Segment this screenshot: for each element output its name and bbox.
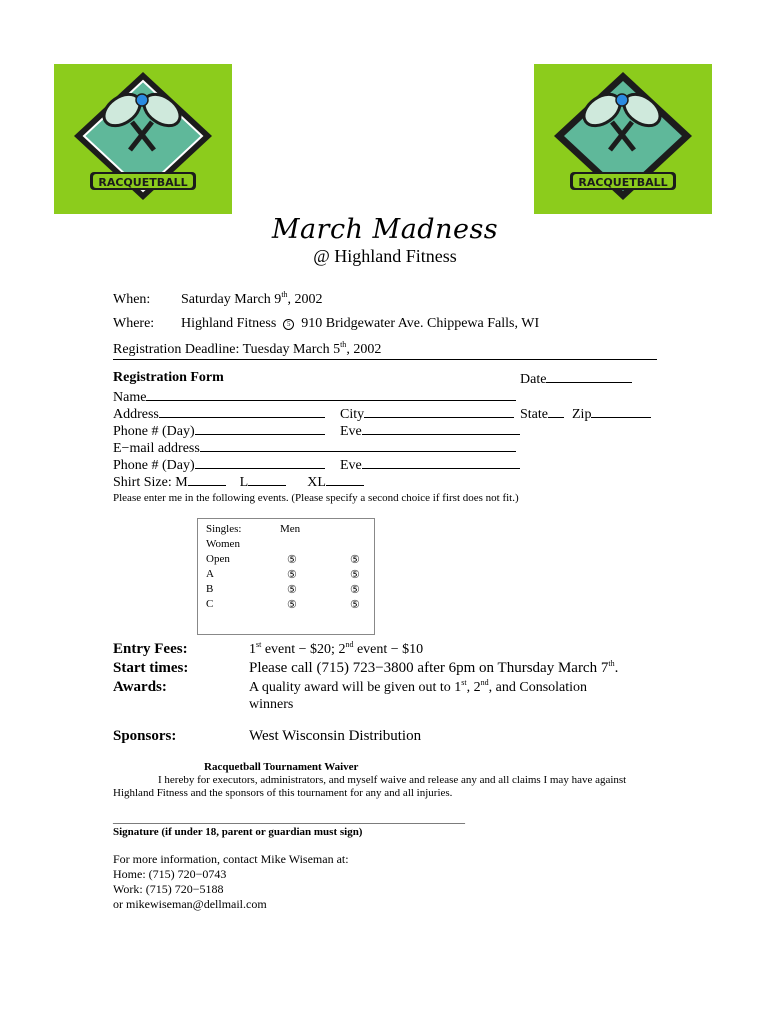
waiver-text-line2: Highland Fitness and the sponsors of this tournament for any and all injuries. xyxy=(113,787,453,799)
phone-day-field[interactable]: Phone # (Day) xyxy=(113,422,325,440)
waiver-text-line1: I hereby for executors, administrators, and myself waive and release any and all claims I may have against xyxy=(158,774,627,786)
event-row-label: B xyxy=(206,583,214,595)
email-field[interactable]: E−mail address xyxy=(113,439,516,457)
events-instruction: Please enter me in the following events. (Please specify a second choice if first does not fit.) xyxy=(113,492,519,504)
event-checkbox[interactable]: ⑤ xyxy=(287,584,297,596)
name-field[interactable]: Name xyxy=(113,388,516,406)
where-value: Highland Fitness 5 910 Bridgewater Ave. Chippewa Falls, WI xyxy=(181,316,540,331)
event-row-label: Open xyxy=(206,553,230,565)
entry-fees-value: 1st event − $20; 2nd event − $10 xyxy=(249,640,424,657)
sponsors-label: Sponsors: xyxy=(113,728,177,744)
start-times-label: Start times: xyxy=(113,660,189,676)
state-field[interactable]: State xyxy=(520,405,564,423)
event-checkbox[interactable]: ⑤ xyxy=(287,554,297,566)
shirt-size-field[interactable]: Shirt Size: M L XL xyxy=(113,473,364,491)
event-row-label: C xyxy=(206,598,214,610)
phone-day-field-2[interactable]: Phone # (Day) xyxy=(113,456,325,474)
awards-label: Awards: xyxy=(113,679,167,695)
page-title: March Madness xyxy=(271,214,499,245)
phone-eve-field-2[interactable]: Eve xyxy=(340,456,520,474)
where-label: Where: xyxy=(113,316,155,331)
contact-email: or mikewiseman@dellmail.com xyxy=(113,897,267,911)
event-checkbox[interactable]: ⑤ xyxy=(350,584,360,596)
contact-work-phone: Work: (715) 720−5188 xyxy=(113,882,224,896)
men-header: Men xyxy=(280,523,301,535)
contact-intro: For more information, contact Mike Wiseman at: xyxy=(113,852,349,866)
contact-block xyxy=(113,852,349,912)
registration-deadline: Registration Deadline: Tuesday March 5th, 2002 xyxy=(113,342,657,360)
bullet-icon: 5 xyxy=(283,319,294,330)
racquetball-logo-right xyxy=(534,64,712,214)
event-checkbox[interactable]: ⑤ xyxy=(287,569,297,581)
signature-label: Signature (if under 18, parent or guardian must sign) xyxy=(113,826,363,838)
when-value: Saturday March 9th, 2002 xyxy=(181,290,323,307)
racquetball-logo-left xyxy=(54,64,232,214)
address-field[interactable]: Address xyxy=(113,405,325,423)
events-table xyxy=(197,518,375,635)
city-field[interactable]: City xyxy=(340,405,514,423)
signature-line[interactable]: ________________________________________________________________ xyxy=(113,813,465,825)
date-field[interactable]: Date xyxy=(520,370,632,388)
event-checkbox[interactable]: ⑤ xyxy=(350,599,360,611)
contact-home-phone: Home: (715) 720−0743 xyxy=(113,867,227,881)
event-checkbox[interactable]: ⑤ xyxy=(287,599,297,611)
event-checkbox[interactable]: ⑤ xyxy=(350,569,360,581)
start-times-value: Please call (715) 723−3800 after 6pm on Thursday March 7th. xyxy=(249,659,619,676)
entry-fees-label: Entry Fees: xyxy=(113,641,188,657)
svg-text:RACQUETBALL: RACQUETBALL xyxy=(578,176,668,189)
page-subtitle: @ Highland Fitness xyxy=(313,246,457,266)
women-header: Women xyxy=(206,538,240,550)
event-checkbox[interactable]: ⑤ xyxy=(350,554,360,566)
awards-value: A quality award will be given out to 1st, 2nd, and Consolation winners xyxy=(249,678,588,712)
svg-text:RACQUETBALL: RACQUETBALL xyxy=(98,176,188,189)
when-label: When: xyxy=(113,292,151,307)
zip-field[interactable]: Zip xyxy=(572,405,651,423)
event-row-label: A xyxy=(206,568,214,580)
waiver-title: Racquetball Tournament Waiver xyxy=(204,761,359,773)
sponsors-value: West Wisconsin Distribution xyxy=(249,728,422,744)
form-heading: Registration Form xyxy=(113,370,224,385)
singles-label: Singles: xyxy=(206,523,242,535)
phone-eve-field[interactable]: Eve xyxy=(340,422,520,440)
